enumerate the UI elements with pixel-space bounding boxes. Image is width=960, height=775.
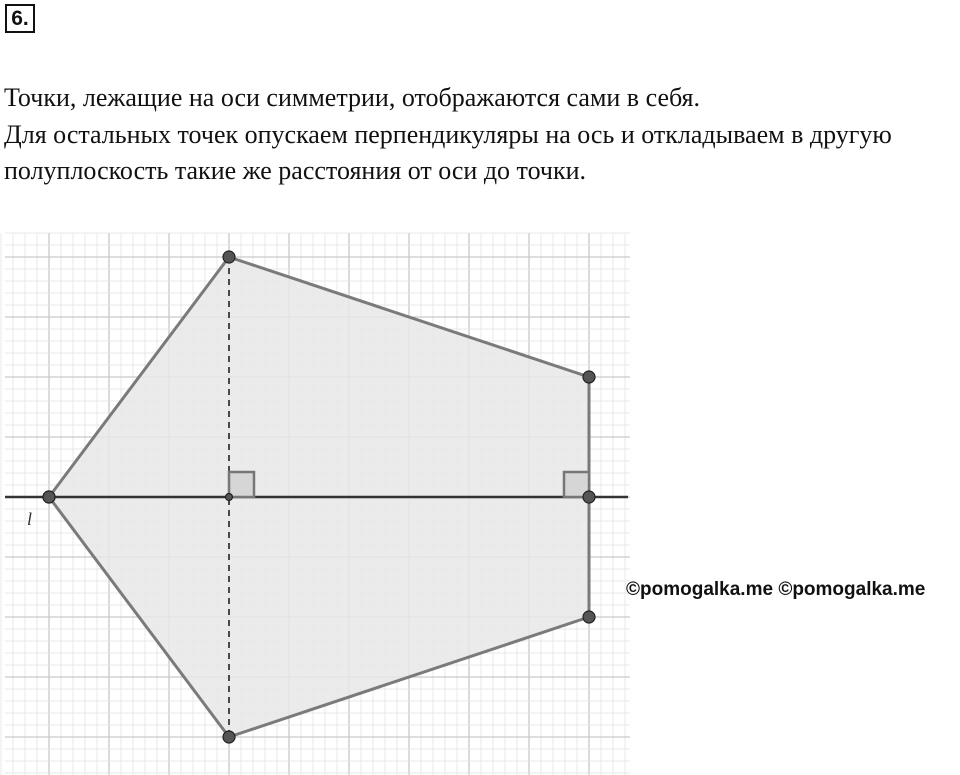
vertex-point: [583, 371, 595, 383]
solution-line-1: Точки, лежащие на оси симметрии, отображаются сами в себя.: [4, 83, 701, 112]
axis-point: [43, 491, 55, 503]
solution-line-3: полуплоскость такие же расстояния от оси до точки.: [4, 156, 587, 185]
symmetry-figure: [0, 228, 640, 775]
axis-point: [226, 494, 233, 501]
watermark: ©pomogalka.me ©pomogalka.me: [626, 579, 926, 600]
problem-number: 6.: [5, 4, 35, 33]
vertex-point: [223, 251, 235, 263]
axis-point: [583, 491, 595, 503]
vertex-point: [583, 611, 595, 623]
axis-label: l: [27, 509, 33, 529]
solution-line-2: Для остальных точек опускаем перпендикуляры на ось и откладываем в другую: [4, 119, 892, 149]
right-angle-marker-center: [229, 472, 254, 497]
vertex-point: [223, 731, 235, 743]
solution-text: [4, 80, 960, 190]
